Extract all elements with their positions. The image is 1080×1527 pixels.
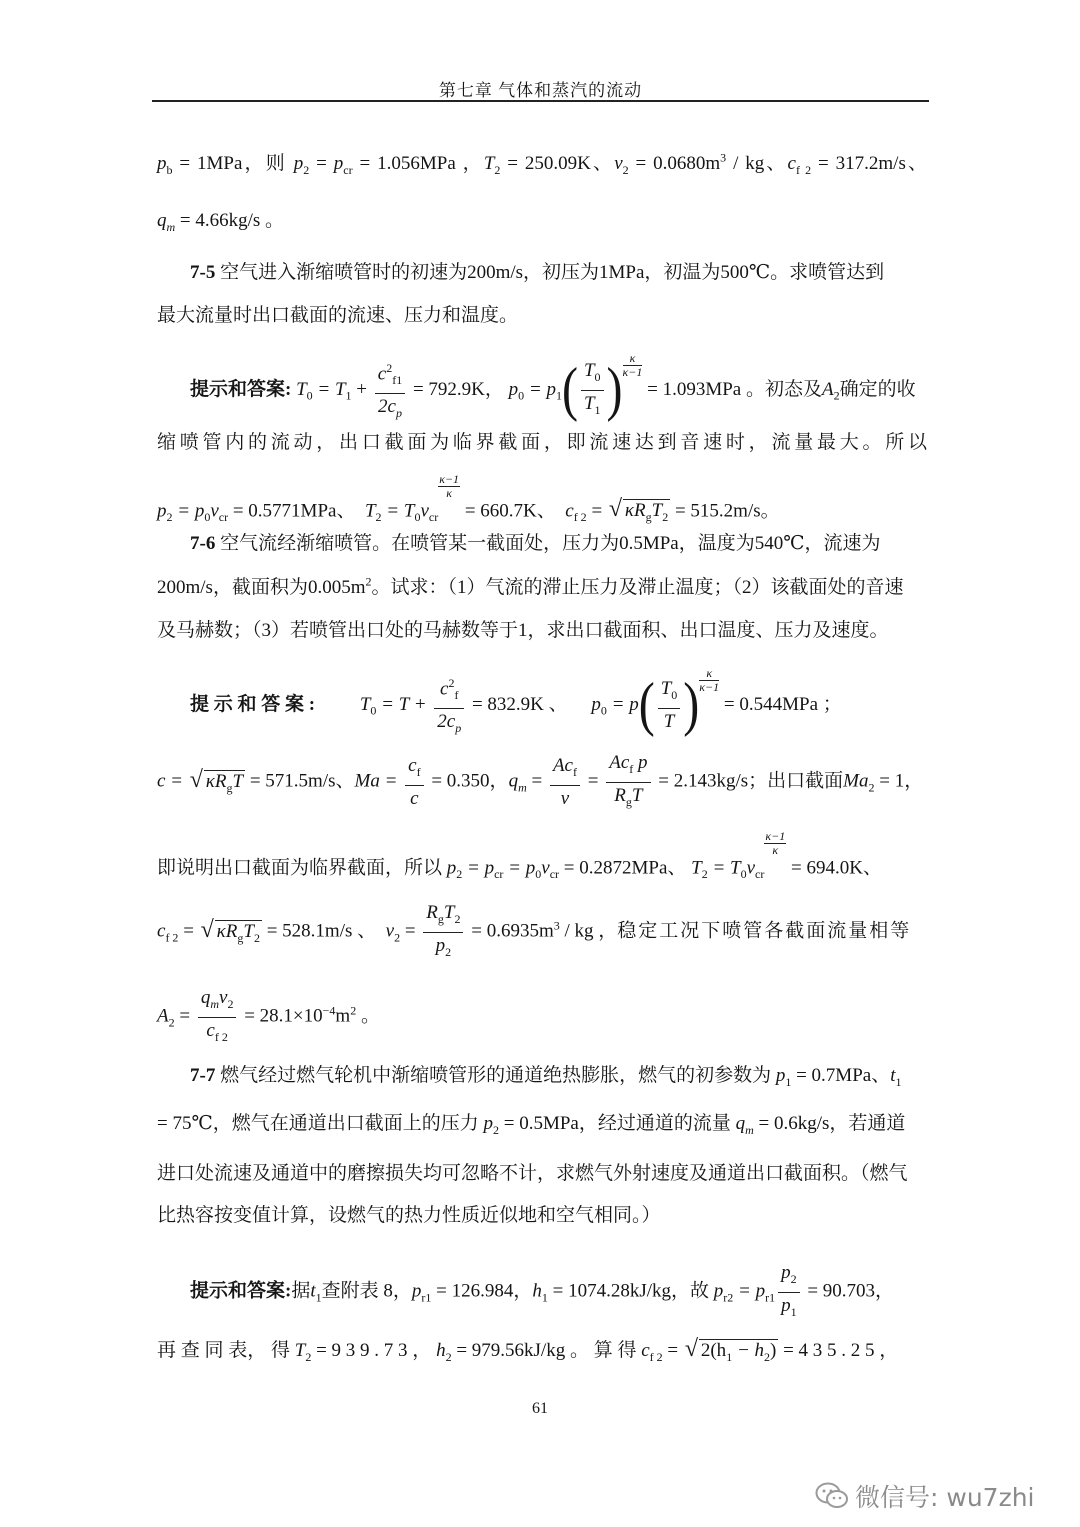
problem-7-5: 7-5 空气进入渐缩喷管时的初速为200m/s，初压为1MPa，初温为500℃。求喷管达到 xyxy=(190,262,885,283)
fraction: $\frac{c_f}{c}$ xyxy=(405,753,423,812)
chapter-header: 第七章 气体和蒸汽的流动 xyxy=(438,81,643,100)
watermark-text: 微信号: wu7zhi xyxy=(855,1483,1035,1512)
fraction: $\frac{p_2}{p_1}$ xyxy=(778,1260,800,1325)
answer-text: 缩喷管内的流动，出口截面为临界截面，即流速达到音速时，流量最大。所以 xyxy=(157,432,927,453)
problem-7-6: 7-6 空气流经渐缩喷管。在喷管某一截面处，压力为0.5MPa，温度为540℃，流速为 xyxy=(190,533,881,554)
answer-7-5: 提示和答案: $T_0 = T_1$ + $\frac{c^2_{f1}}{2c_p}$ = 792.9K， $p_0 = p_1$( $\frac{T_0}{T_1}$ ) $\frac{\kappa}{\kappa-1}$ = 1.093MPa 。初态及$A_2$确定的收 xyxy=(190,355,927,426)
fraction: $\frac{R_gT_2}{p_2}$ xyxy=(423,900,463,965)
answer-line: $c_{f 2}$ = √ $\kappa R_gT_2 = 528.1m/s$ 、 $v_2$ = $\frac{R_gT_2}{p_2}$ = $0.6935m^3$ / kg ，稳定工况下喷管各截面流量相等 xyxy=(157,900,927,965)
problem-text: 比热容按变值计算，设燃气的热力性质近似地和空气相同。） xyxy=(157,1205,661,1226)
answer-7-7: 提示和答案:据$t_1$查附表 8，$p_{r1} = 126.984$，$h_1 = 1074.28kJ/kg$，故 $p_{r2} = p_{r1}$ $\frac{p_2}{p_1}$ = 90.703， xyxy=(190,1260,927,1325)
sqrt: √ $\kappa R_gT_2$ xyxy=(201,920,262,946)
page-number: 61 xyxy=(532,1400,548,1417)
fraction: $\frac{T_0}{T_1}$ xyxy=(581,358,604,423)
exponent-fraction: $\frac{\kappa-1}{\kappa}$ xyxy=(439,472,460,500)
fraction: $\frac{Ac_f p}{R_gT}$ xyxy=(606,750,650,815)
exponent-fraction: $\frac{\kappa}{\kappa-1}$ xyxy=(622,350,643,379)
fraction: $\frac{T_0}{T}$ xyxy=(658,676,681,735)
watermark xyxy=(815,1478,1034,1516)
problem-text: 最大流量时出口截面的流速、压力和温度。 xyxy=(157,305,519,326)
problem-text: 及马赫数；（3）若喷管出口处的马赫数等于1，求出口截面积、出口温度、压力及速度。 xyxy=(157,620,889,641)
answer-line: $A_2$ = $\frac{q_mv_2}{c_{f 2}}$ = $28.1\times 10^{-4}m^2$ 。 xyxy=(157,985,927,1050)
answer-line: 即说明出口截面为临界截面，所以 $p_2 = p_{cr} = p_0\nu_{cr} = 0.2872MPa$、 $T_2 = T_0\nu_{cr}$ $\frac{\kappa-1}{\kappa}$ = 694.0K、 xyxy=(157,829,882,882)
answer-7-6: 提 示 和 答 案 : $T_0 = T$ + $\frac{c^2_f}{2c_p}$ = 832.9K 、 $p_0 = p$( $\frac{T_0}{T}$ ) $\frac{\kappa}{\kappa-1}$ = 0.544MPa ； xyxy=(190,670,927,741)
fraction: $\frac{c^2_f}{2c_p}$ xyxy=(434,670,464,741)
wechat-icon xyxy=(815,1482,849,1516)
fraction: $\frac{c^2_{f1}}{2c_p}$ xyxy=(375,355,405,426)
problem-text: 200m/s，截面积为$0.005m^2$。试求：（1）气流的滞止压力及滞止温度；（2）该截面处的音速 xyxy=(157,574,904,598)
exponent-fraction: $\frac{\kappa}{\kappa-1}$ xyxy=(699,665,720,694)
fraction: $\frac{Ac_f}{v}$ xyxy=(550,753,580,812)
answer-line: $q_m = 4.66kg/s$ 。 xyxy=(157,210,285,234)
fraction: $\frac{q_mv_2}{c_{f 2}}$ xyxy=(198,985,237,1050)
exponent-fraction: $\frac{\kappa-1}{\kappa}$ xyxy=(765,829,786,857)
problem-7-7: 7-7 燃气经过燃气轮机中渐缩喷管形的通道绝热膨胀，燃气的初参数为 $p_1 = 0.7MPa$、$t_1$ xyxy=(190,1065,902,1089)
answer-line: $p_2 = p_0\nu_{cr} = 0.5771MPa$、 $T_2 = T_0\nu_{cr}$ $\frac{\kappa-1}{\kappa}$ = 660.7K、 $c_{f 2}$ = √ $\kappa R_gT_2 = 515.2m/s$。 xyxy=(157,485,927,525)
answer-line: 再 查 同 表， 得 $T_2 = 9$ 3 9 . 7 3 ， $h_2 = 979.56kJ/kg$ 。 算 得 $c_{f 2}$ = √ $2(h_1 - h_2) = 4$ 3 5 . 2 5 ， xyxy=(157,1335,927,1365)
sqrt: √ $2(h_1 - h_2)$ xyxy=(685,1339,778,1365)
sqrt: √ $\kappa R_gT_2$ xyxy=(609,499,670,525)
problem-text: 进口处流速及通道中的磨擦损失均可忽略不计，求燃气外射速度及通道出口截面积。（燃气 xyxy=(157,1163,908,1184)
sqrt: √ $\kappa R_gT$ xyxy=(190,770,245,796)
answer-line: $p_b = 1MPa$，则 $p_2 = p_{cr} = 1.056MPa$ ，$T_2 = 250.09K$、$v_2 = 0.0680m^3$ / kg、$c_{f 2} = 317.2m/s$、 xyxy=(157,150,928,177)
problem-text: = 75℃，燃气在通道出口截面上的压力 $p_2 = 0.5MPa$，经过通道的流量 $q_m = 0.6kg/s$，若通道 xyxy=(157,1113,906,1137)
answer-line: c = √ $\kappa R_gT = 571.5m/s$、Ma = $\frac{c_f}{c}$ = 0.350，$q_m$ = $\frac{Ac_f}{v}$ = $\frac{Ac_f p}{R_gT}$ = 2.143kg/s；出口截面$Ma_2 = 1$， xyxy=(157,750,927,815)
header-rule xyxy=(152,100,929,102)
